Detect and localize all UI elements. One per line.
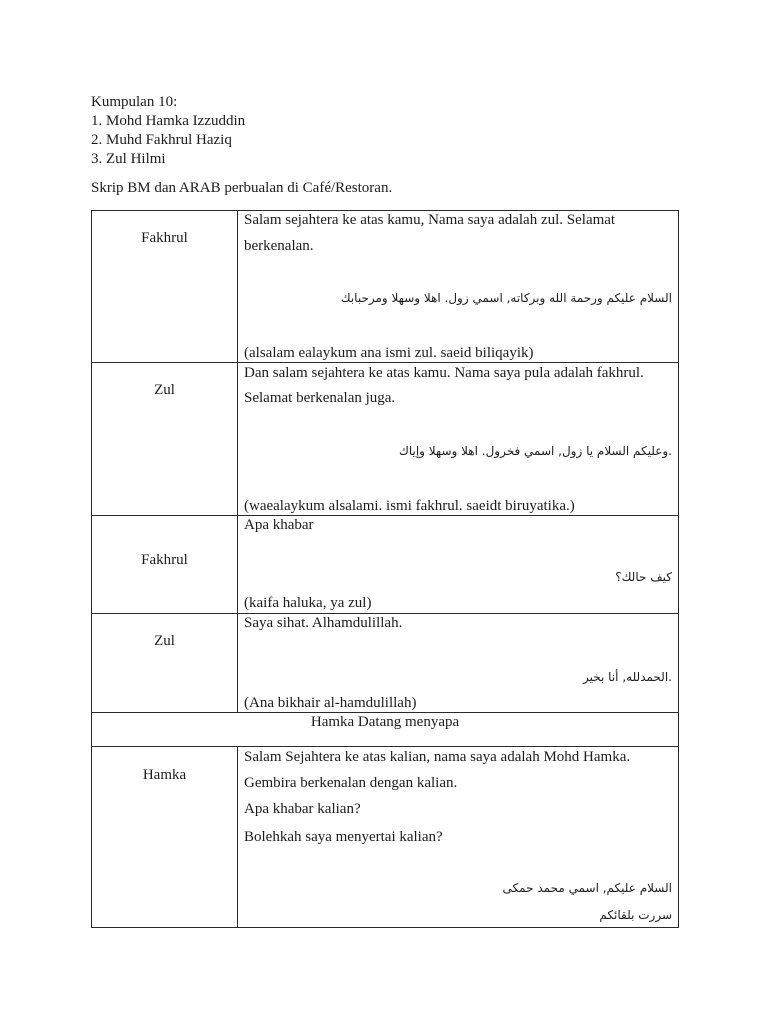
group-member: 1. Mohd Hamka Izzuddin [91, 113, 246, 129]
malay-line: Bolehkah saya menyertai kalian? [244, 829, 443, 845]
dialogue-row [92, 746, 678, 927]
speaker-cell [92, 363, 238, 515]
dialogue-row [92, 210, 678, 362]
transliteration: (alsalam ealaykum ana ismi zul. saeid biliqayik) [244, 345, 534, 361]
malay-line: Dan salam sejahtera ke atas kamu. Nama saya pula adalah fakhrul. [244, 365, 644, 381]
malay-line: Gembira berkenalan dengan kalian. [244, 775, 458, 791]
content-cell [238, 363, 678, 515]
malay-line: Salam sejahtera ke atas kamu, Nama saya adalah zul. Selamat [244, 212, 616, 228]
speaker-name: Zul [154, 382, 175, 398]
scene-row [92, 712, 678, 746]
content-cell [238, 614, 678, 712]
malay-line: berkenalan. [244, 238, 314, 254]
transliteration: (kaifa haluka, ya zul) [244, 595, 372, 611]
malay-line: Salam Sejahtera ke atas kalian, nama saya adalah Mohd Hamka. [244, 749, 631, 765]
speaker-name: Fakhrul [141, 552, 188, 568]
malay-line: Apa khabar kalian? [244, 801, 361, 817]
transliteration: (Ana bikhair al-hamdulillah) [244, 695, 417, 711]
scene-note: Hamka Datang menyapa [310, 714, 460, 730]
dialogue-row [92, 515, 678, 613]
arabic-line: السلام عليكم ورحمة الله وبركاته, اسمي زول. اهلا وسهلا ومرحبابك [340, 291, 672, 305]
content-cell [238, 516, 678, 613]
arabic-line: كيف حالك؟ [615, 570, 672, 584]
speaker-name: Zul [154, 633, 175, 649]
scene-cell [92, 713, 678, 746]
arabic-line: سررت بلقائكم [599, 908, 672, 922]
speaker-name: Fakhrul [141, 230, 188, 246]
malay-line: Apa khabar [244, 517, 314, 533]
arabic-line: الحمدلله, أنا بخير. [583, 670, 672, 684]
speaker-name: Hamka [142, 767, 187, 783]
speaker-cell [92, 516, 238, 613]
group-member: 3. Zul Hilmi [91, 151, 166, 167]
group-member: 2. Muhd Fakhrul Haziq [91, 132, 232, 148]
script-title: Skrip BM dan ARAB perbualan di Café/Restoran. [91, 180, 393, 196]
speaker-cell [92, 211, 238, 362]
dialogue-row [92, 613, 678, 712]
malay-line: Saya sihat. Alhamdulillah. [244, 615, 403, 631]
group-title: Kumpulan 10: [91, 94, 178, 110]
speaker-cell [92, 614, 238, 712]
malay-line: Selamat berkenalan juga. [244, 390, 396, 406]
arabic-line: وعليكم السلام يا زول, اسمي فخرول. اهلا وسهلا وإياك. [398, 444, 672, 458]
content-cell [238, 211, 678, 362]
content-cell [238, 747, 678, 927]
dialogue-table [91, 210, 679, 928]
transliteration: (waealaykum alsalami. ismi fakhrul. saeidt biruyatika.) [244, 498, 575, 514]
arabic-line: السلام عليكم, اسمي محمد حمكى [502, 881, 672, 895]
speaker-cell [92, 747, 238, 927]
dialogue-row [92, 362, 678, 515]
